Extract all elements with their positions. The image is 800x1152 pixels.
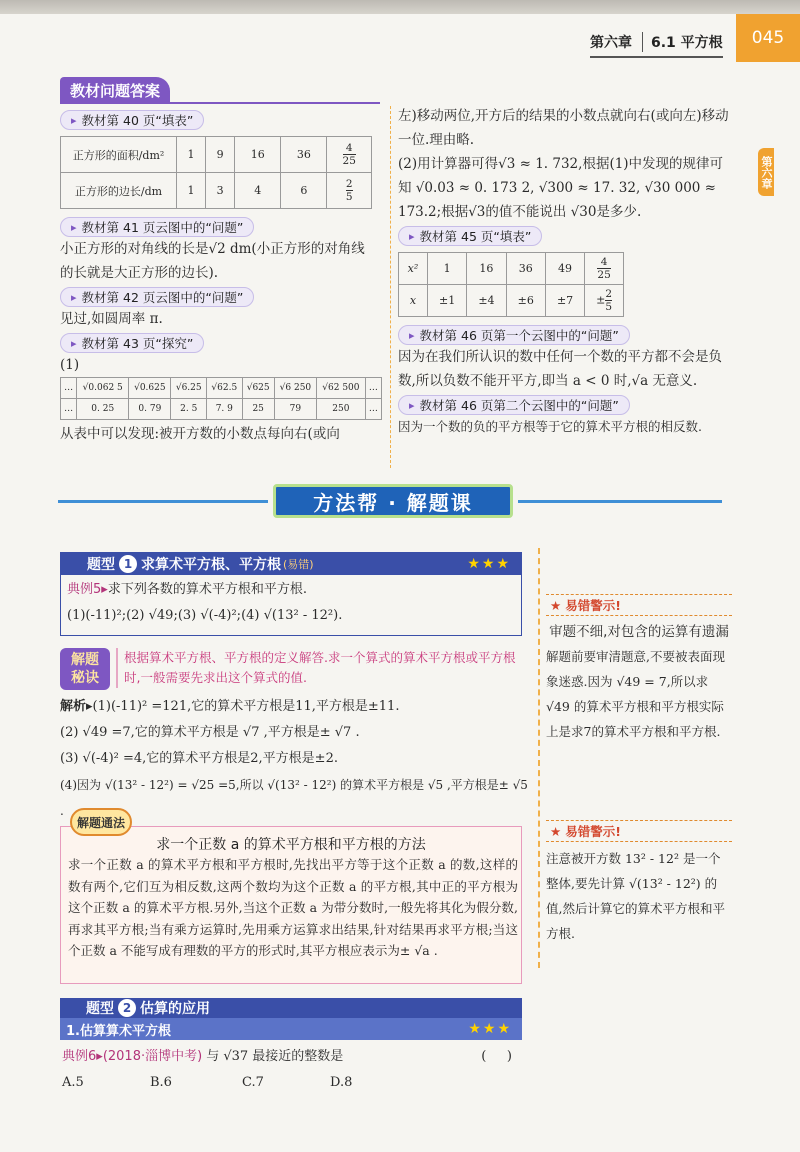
answer-blank[interactable]: ( ) [481, 1049, 512, 1064]
table-cell: 25 [242, 399, 274, 420]
question-type-header [61, 553, 521, 575]
item-p40: ▸ 教材第 40 页“填表” [60, 110, 204, 130]
table-cell: 1 [177, 137, 206, 173]
difficulty-tag: (易错) [283, 558, 314, 571]
question-type-1: 题型 1 求算术平方根、平方根 (易错) ★★★ 典例5▸求下列各数的算术平方根和平方根. (1)(-11)²;(2) √49;(3) √(-4)²;(4) √(13² - 12²). [60, 552, 522, 636]
right-column [398, 104, 734, 439]
option-b[interactable]: B.6 [150, 1075, 172, 1090]
table-cell: … [365, 399, 381, 420]
table-cell: … [61, 399, 77, 420]
table-cell: 49 [545, 253, 584, 285]
section-label: 6.1 平方根 [651, 35, 723, 51]
question-type-number: 1 [119, 555, 137, 573]
page-number: 045 [736, 14, 800, 62]
table-cell: $\frac{4}{25}$ [585, 253, 624, 285]
side-tabs [758, 96, 800, 460]
table-cell: √0.062 5 [77, 378, 129, 399]
table-cell: ± $\frac{2}{5}$ [585, 285, 624, 317]
subtopic-title: 1.估算算术平方根 [66, 1023, 171, 1039]
table-cell: √62.5 [207, 378, 243, 399]
section-title: 教材问题答案 [60, 77, 170, 104]
left-column [60, 110, 378, 446]
table-p45 [398, 252, 624, 317]
example-text: 求下列各数的算术平方根和平方根. [107, 582, 307, 597]
table-cell: √625 [242, 378, 274, 399]
running-header [590, 28, 723, 58]
table-row-label: 正方形的面积/dm² [61, 137, 177, 173]
answer-p46a: 因为在我们所认识的数中任何一个数的平方都不会是负数,所以负数不能开平方,即当 a < 0 时,√a 无意义. [398, 349, 722, 389]
warning-1 [546, 594, 732, 744]
warning-2 [546, 820, 732, 946]
solution: 解析▸(1)(-11)² =121,它的算术平方根是11,平方根是±11. (2) √49 =7,它的算术平方根是 √7 ,平方根是± √7 . (3) √(-4)² =4,它的算术平方根是2,平方根是±2. (4)因为 √(13² - 12²) = √25 =5,所以 √(13² - 12²) 的算术平方根是 √5 ,平方根是± √5 . [60, 694, 530, 824]
table-cell: √62 500 [316, 378, 365, 399]
table-cell: 0. 79 [129, 399, 171, 420]
banner-title: 方法帮 · 解题课 [273, 484, 513, 518]
table-cell: 3 [206, 173, 235, 209]
table-cell: √6.25 [171, 378, 207, 399]
answer-p43-part2: (2)用计算器可得√3 ≈ 1. 732,根据(1)中发现的规律可知 √0.03 ≈ 0. 173 2, √300 ≈ 17. 32, √30 000 ≈ 173.2;根据√3的值不能说出 √30是多少. [398, 156, 724, 220]
table-cell: 16 [235, 137, 281, 173]
answer-p46b: 因为一个数的负的平方根等于它的算术平方根的相反数. [398, 419, 702, 434]
question-type-label: 题型 [87, 557, 115, 573]
example-source: (2018·淄博中考) [102, 1049, 203, 1064]
example-label: 典例5 [67, 582, 102, 597]
item-p41: ▸ 教材第 41 页云图中的“问题” [60, 217, 254, 237]
method-badge: 解题通法 [70, 808, 132, 836]
table-cell: 79 [274, 399, 316, 420]
table-cell: 0. 25 [77, 399, 129, 420]
table-cell: 1 [177, 173, 206, 209]
table-row-label: x [399, 285, 428, 317]
section-banner [58, 484, 722, 518]
answer-p43-cont: 左)移动两位,开方后的结果的小数点就向右(或向左)移动一位.理由略. [398, 108, 729, 148]
answer-p43-label: (1) [60, 357, 80, 373]
table-cell: 9 [206, 137, 235, 173]
solution-label: 解析 [60, 699, 87, 714]
question-type-title: 求算术平方根、平方根 [141, 557, 281, 573]
table-cell: √0.625 [129, 378, 171, 399]
table-p40 [60, 136, 372, 209]
column-divider [390, 106, 391, 468]
options [62, 1070, 522, 1096]
question-type-header [60, 998, 522, 1018]
table-cell: 2. 5 [171, 399, 207, 420]
question-type-title: 估算的应用 [140, 1001, 210, 1017]
table-cell: 36 [506, 253, 545, 285]
table-cell: 250 [316, 399, 365, 420]
item-p46a: ▸ 教材第 46 页第一个云图中的“问题” [398, 325, 630, 345]
table-cell: 4 [235, 173, 281, 209]
subtopic-header [60, 1018, 522, 1040]
method-title: 求一个正数 a 的算术平方根和平方根的方法 [156, 837, 426, 853]
example-label: 典例6 [62, 1049, 97, 1064]
warning-title: 审题不细,对包含的运算有遗漏 [549, 624, 729, 640]
side-tab-current[interactable]: 第六章 [758, 148, 774, 196]
item-p43: ▸ 教材第 43 页“探究” [60, 333, 204, 353]
chapter-label: 第六章 [590, 32, 643, 52]
table-row-label: 正方形的边长/dm [61, 173, 177, 209]
option-a[interactable]: A.5 [62, 1075, 84, 1090]
table-cell: … [365, 378, 381, 399]
table-cell: 6 [281, 173, 327, 209]
table-cell: 16 [467, 253, 506, 285]
table-cell: ±6 [506, 285, 545, 317]
warning-header: ★ 易错警示! [550, 597, 621, 613]
item-p46b: ▸ 教材第 46 页第二个云图中的“问题” [398, 395, 630, 415]
table-cell: … [61, 378, 77, 399]
option-d[interactable]: D.8 [330, 1075, 353, 1090]
example-text: 与 √37 最接近的整数是 [206, 1049, 344, 1064]
table-cell: 7. 9 [207, 399, 243, 420]
table-cell: ±4 [467, 285, 506, 317]
question-type-2 [60, 998, 522, 1042]
top-band [0, 0, 800, 14]
table-p43 [60, 377, 382, 420]
table-cell: 36 [281, 137, 327, 173]
example-6: 典例6 ▸ (2018·淄博中考) 与 √37 最接近的整数是 ( ) A.5 B.6 C.7 D.8 [62, 1044, 522, 1096]
tip-text: 根据算术平方根、平方根的定义解答.求一个算式的算术平方根或平方根时,一般需要先求出这个算式的值. [116, 648, 516, 688]
table-row-label: x² [399, 253, 428, 285]
sidebar-divider [538, 548, 540, 968]
solution-line: (1)(-11)² =121,它的算术平方根是11,平方根是±11. [92, 699, 400, 714]
table-cell: ±7 [545, 285, 584, 317]
solution-line: (3) √(-4)² =4,它的算术平方根是2,平方根是±2. [60, 751, 338, 766]
question-type-label: 题型 [86, 1001, 114, 1017]
answer-p41: 小正方形的对角线的长是√2 dm(小正方形的对角线的长就是大正方形的边长). [60, 241, 365, 281]
example-items: (1)(-11)²;(2) √49;(3) √(-4)²;(4) √(13² - 12²). [67, 608, 343, 623]
warning-body: 注意被开方数 13² - 12² 是一个整体,要先计算 √(13² - 12²) 的值,然后计算它的算术平方根和平方根. [546, 851, 725, 941]
item-p42: ▸ 教材第 42 页云图中的“问题” [60, 287, 254, 307]
question-type-number: 2 [118, 999, 136, 1017]
item-p45: ▸ 教材第 45 页“填表” [398, 226, 542, 246]
method-body: 求一个正数 a 的算术平方根和平方根时,先找出平方等于这个正数 a 的数,这样的数有两个,它们互为相反数,这两个数均为这个正数 a 的平方根,其中正的平方根为这个正数 a 的算术平方根.另外,当这个正数 a 为带分数时,一般先将其化为假分数,再求其平方根;当有乘方运算时,先用乘方运算求出结果,针对结果再求平方根;当这个正数 a 不能写成有理数的平方的形式时,其平方根应表示为± √a . [68, 857, 518, 958]
solution-line: (4)因为 √(13² - 12²) = √25 =5,所以 √(13² - 12²) 的算术平方根是 √5 ,平方根是± √5 . [60, 778, 528, 818]
answer-p42: 见过,如圆周率 π. [60, 311, 163, 327]
warning-header: ★ 易错警示! [550, 823, 621, 839]
table-cell: $\frac{4}{25}$ [327, 137, 372, 173]
tip-badge: 解题 秘诀 [60, 648, 110, 690]
warning-body: 解题前要审清题意,不要被表面现象迷惑.因为 √49 = 7,所以求 √49 的算术平方根和平方根实际上是求7的算术平方根和平方根. [546, 649, 725, 739]
table-cell: 1 [427, 253, 466, 285]
section-header [60, 78, 380, 104]
answer-p43-text: 从表中可以发现:被开方数的小数点每向右(或向 [60, 426, 340, 442]
difficulty-stars: ★★★ [467, 556, 511, 572]
table-cell: $\frac{2}{5}$ [327, 173, 372, 209]
table-cell: ±1 [427, 285, 466, 317]
difficulty-stars: ★★★ [468, 1021, 512, 1037]
solution-line: (2) √49 =7,它的算术平方根是 √7 ,平方根是± √7 . [60, 725, 360, 740]
option-c[interactable]: C.7 [242, 1075, 264, 1090]
table-cell: √6 250 [274, 378, 316, 399]
